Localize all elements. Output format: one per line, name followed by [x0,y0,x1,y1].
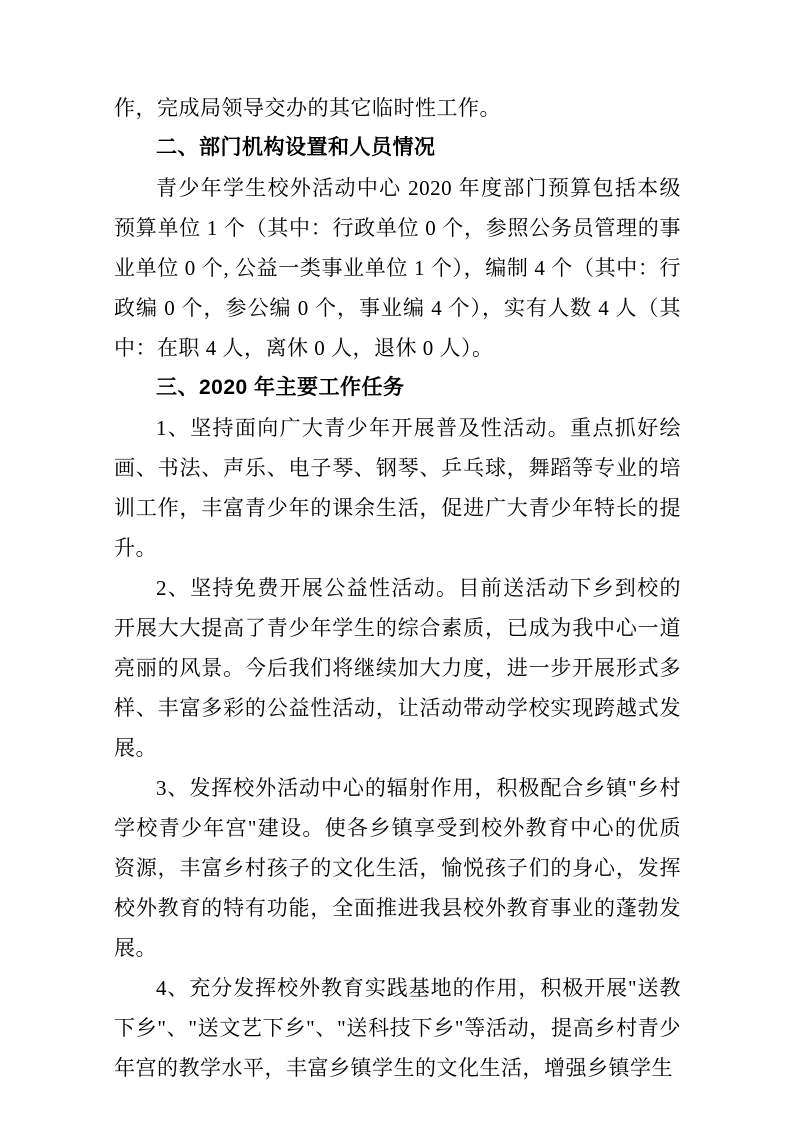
section-heading-2020-tasks: 三、2020 年主要工作任务 [156,376,405,399]
section-heading-org-structure: 二、部门机构设置和人员情况 [156,136,436,159]
paragraph-budget-units: 青少年学生校外活动中心 2020 年度部门预算包括本级预算单位 1 个（其中：行政单位 0 个，参照公务员管理的事业单位 0 个, 公益一类事业单位 1 个），编制 4 个（其中：行政编 0 个，参公编 0 个，事业编 4 个），实有人数 4 人（其中：在职 4 人，离休 0 人，退休 0 人）。 [114,176,681,360]
paragraph-task-1: 1、坚持面向广大青少年开展普及性活动。重点抓好绘画、书法、声乐、电子琴、钢琴、乒乓球，舞蹈等专业的培训工作，丰富青少年的课余生活，促进广大青少年特长的提升。 [114,416,681,560]
paragraph-task-3: 3、发挥校外活动中心的辐射作用，积极配合乡镇"乡村学校青少年宫"建设。使各乡镇享受到校外教育中心的优质资源，丰富乡村孩子的文化生活，愉悦孩子们的身心，发挥校外教育的特有功能，全面推进我县校外教育事业的蓬勃发展。 [114,776,681,960]
paragraph-continuation: 作，完成局领导交办的其它临时性工作。 [114,96,501,120]
paragraph-task-2: 2、坚持免费开展公益性活动。目前送活动下乡到校的开展大大提高了青少年学生的综合素质，已成为我中心一道亮丽的风景。今后我们将继续加大力度，进一步开展形式多样、丰富多彩的公益性活动，让活动带动学校实现跨越式发展。 [114,576,681,760]
paragraph-task-4: 4、充分发挥校外教育实践基地的作用，积极开展"送教下乡"、"送文艺下乡"、"送科技下乡"等活动，提高乡村青少年宫的教学水平，丰富乡镇学生的文化生活，增强乡镇学生 [114,976,681,1080]
